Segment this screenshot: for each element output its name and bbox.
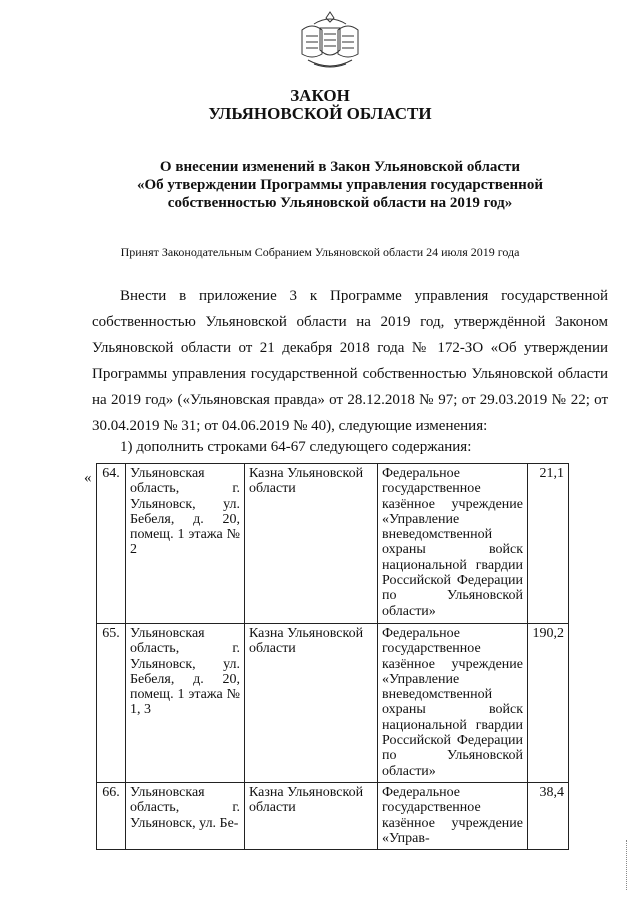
row-number: 64. (97, 464, 126, 624)
property-table (96, 463, 569, 850)
property-address: Ульяновская область, г. Ульяновск, ул. Бебеля, д. 20, помещ. 1 этажа № 1, 3 (126, 624, 245, 783)
subject-line: «Об утверждении Программы управления государственной (137, 177, 543, 193)
law-subject (100, 158, 580, 212)
paragraph-text: Внести в приложение 3 к Программе управления государственной собственностью Ульяновской области на 2019 год, утверждённой Законом Ульяновской области от 21 декабря 2018 года № 172-ЗО «Об утверждении Программы управления государственной собственностью Ульяновской области на 2019 год» («Ульяновская правда» от 28.12.2018 № 97; от 29.03.2019 № 22; от 30.04.2019 № 31; от 04.06.2019 № 40), следующие изменения: (92, 288, 608, 434)
property-area: 190,2 (528, 624, 569, 783)
property-recipient: Федеральное государственное казённое учреждение «Управление вневедомственной охраны войск национальной гвардии Российской Федерации по Ульяновской области» (378, 464, 528, 624)
scan-margin-marks (626, 840, 628, 890)
property-owner: Казна Ульяновской области (245, 624, 378, 783)
adoption-note: Принят Законодательным Собранием Ульяновской области 24 июля 2019 года (120, 245, 520, 259)
subject-line: собственностью Ульяновской области на 2019 год» (167, 195, 513, 211)
property-area: 38,4 (528, 782, 569, 849)
row-number: 65. (97, 624, 126, 783)
property-recipient: Федеральное государственное казённое учреждение «Управ- (378, 782, 528, 849)
main-paragraph (92, 283, 608, 439)
property-area: 21,1 (528, 464, 569, 624)
document-type-title: ЗАКОН (290, 86, 350, 105)
subject-line: О внесении изменений в Закон Ульяновской области (159, 159, 521, 175)
row-number: 66. (97, 782, 126, 849)
table-row (97, 782, 569, 849)
property-recipient: Федеральное государственное казённое учреждение «Управление вневедомственной охраны войск национальной гвардии Российской Федерации по Ульяновской области» (378, 624, 528, 783)
table-row (97, 624, 569, 783)
coat-of-arms-icon (294, 10, 366, 72)
amendment-item: 1) дополнить строками 64-67 следующего содержания: (120, 439, 472, 455)
opening-quote: « (84, 470, 92, 486)
property-owner: Казна Ульяновской области (245, 782, 378, 849)
property-owner: Казна Ульяновской области (245, 464, 378, 624)
document-issuer-title: УЛЬЯНОВСКОЙ ОБЛАСТИ (208, 104, 432, 123)
property-address: Ульяновская область, г. Ульяновск, ул. Бебеля, д. 20, помещ. 1 этажа № 2 (126, 464, 245, 624)
table-row (97, 464, 569, 624)
property-address: Ульяновская область, г. Ульяновск, ул. Бе- (126, 782, 245, 849)
